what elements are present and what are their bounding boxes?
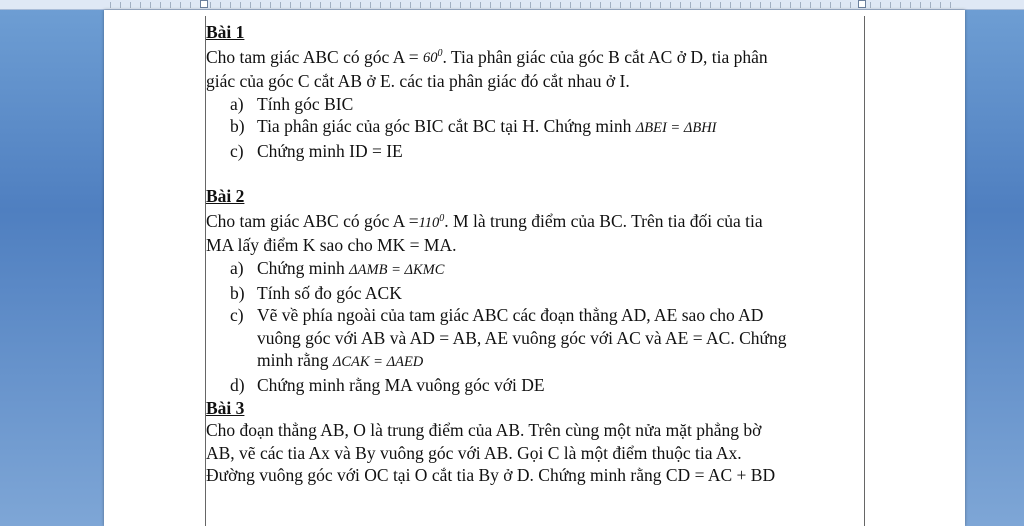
- exercise-2-list: [206, 257, 866, 397]
- exercise-3-line-1: Cho đoạn thẳng AB, O là trung điểm của AB. Trên cùng một nửa mặt phẳng bờ: [206, 420, 762, 441]
- math-expression: ΔCAK = ΔAED: [332, 354, 424, 371]
- item-label: a): [230, 258, 244, 278]
- exercise-2-item-d: [206, 374, 866, 397]
- exercise-2-item-c: [206, 304, 866, 374]
- angle-number: 60: [422, 50, 438, 67]
- exercise-2-heading: Bài 2: [206, 186, 245, 207]
- exercise-1-intro-text-cont: . Tia phân giác của góc B cắt AC ở D, tia phân: [442, 46, 768, 67]
- item-label: d): [230, 374, 245, 395]
- item-label: b): [230, 282, 245, 303]
- item-text: Tính số đo góc ACK: [257, 282, 402, 303]
- exercise-1-item-a: [206, 93, 866, 116]
- exercise-1-intro-text: Cho tam giác ABC có góc A =: [206, 46, 423, 67]
- item-text: Chứng minh rằng MA vuông góc với DE: [257, 374, 545, 395]
- exercise-1-intro: [206, 44, 866, 70]
- exercise-1-list: [206, 93, 866, 163]
- exercise-2-intro-text-cont: . M là trung điểm của BC. Trên tia đối của tia: [444, 210, 763, 231]
- item-label: c): [230, 140, 244, 161]
- exercise-2-intro: [206, 208, 866, 234]
- exercise-2-intro-text: Cho tam giác ABC có góc A =: [206, 210, 419, 231]
- item-text-line-2: vuông góc với AB và AD = AB, AE vuông góc với AC và AE = AC. Chứng: [257, 327, 787, 348]
- exercise-2-item-b: [206, 282, 866, 305]
- degree-sign: 0: [437, 48, 443, 60]
- ruler-left-indent-marker[interactable]: [200, 0, 208, 8]
- item-text: Chứng minh ID = IE: [257, 140, 403, 161]
- angle-number: 110: [418, 214, 440, 231]
- exercise-1-item-c: [206, 140, 866, 163]
- angle-value: [423, 50, 443, 66]
- exercise-3-line-2: AB, vẽ các tia Ax và By vuông góc với AB. Gọi C là một điểm thuộc tia Ax.: [206, 442, 742, 463]
- exercise-3-line-3: Đường vuông góc với OC tại O cắt tia By ở D. Chứng minh rằng CD = AC + BD: [206, 465, 776, 486]
- horizontal-ruler[interactable]: [0, 0, 1024, 10]
- item-text: Chứng minh: [257, 258, 350, 278]
- item-label: c): [230, 305, 244, 326]
- angle-value: [418, 212, 445, 231]
- exercise-2-intro-line-2: MA lấy điểm K sao cho MK = MA.: [206, 235, 457, 256]
- exercise-1-item-b: [206, 115, 866, 140]
- item-label: b): [230, 116, 245, 137]
- math-expression: ΔBEI = ΔBHI: [635, 120, 717, 137]
- item-text: Vẽ về phía ngoài của tam giác ABC các đoạn thẳng AD, AE sao cho AD: [257, 305, 764, 326]
- item-text: Tính góc BIC: [257, 93, 354, 114]
- math-expression: ΔAMB = ΔKMC: [349, 262, 445, 278]
- degree-sign: 0: [439, 212, 445, 224]
- ruler-right-indent-marker[interactable]: [858, 0, 866, 8]
- exercise-1-heading: Bài 1: [206, 22, 245, 42]
- item-text: Tia phân giác của góc BIC cắt BC tại H. Chứng minh: [257, 116, 636, 137]
- document-content[interactable]: [206, 21, 866, 487]
- ruler-ticks: [110, 2, 954, 8]
- item-text-line-3: minh rằng: [257, 350, 333, 371]
- exercise-3-heading: Bài 3: [206, 397, 245, 418]
- item-label: a): [230, 93, 244, 114]
- exercise-2-item-a: [206, 257, 866, 282]
- exercise-1-intro-line-2: giác của góc C cắt AB ở E. các tia phân giác đó cắt nhau ở I.: [206, 71, 630, 92]
